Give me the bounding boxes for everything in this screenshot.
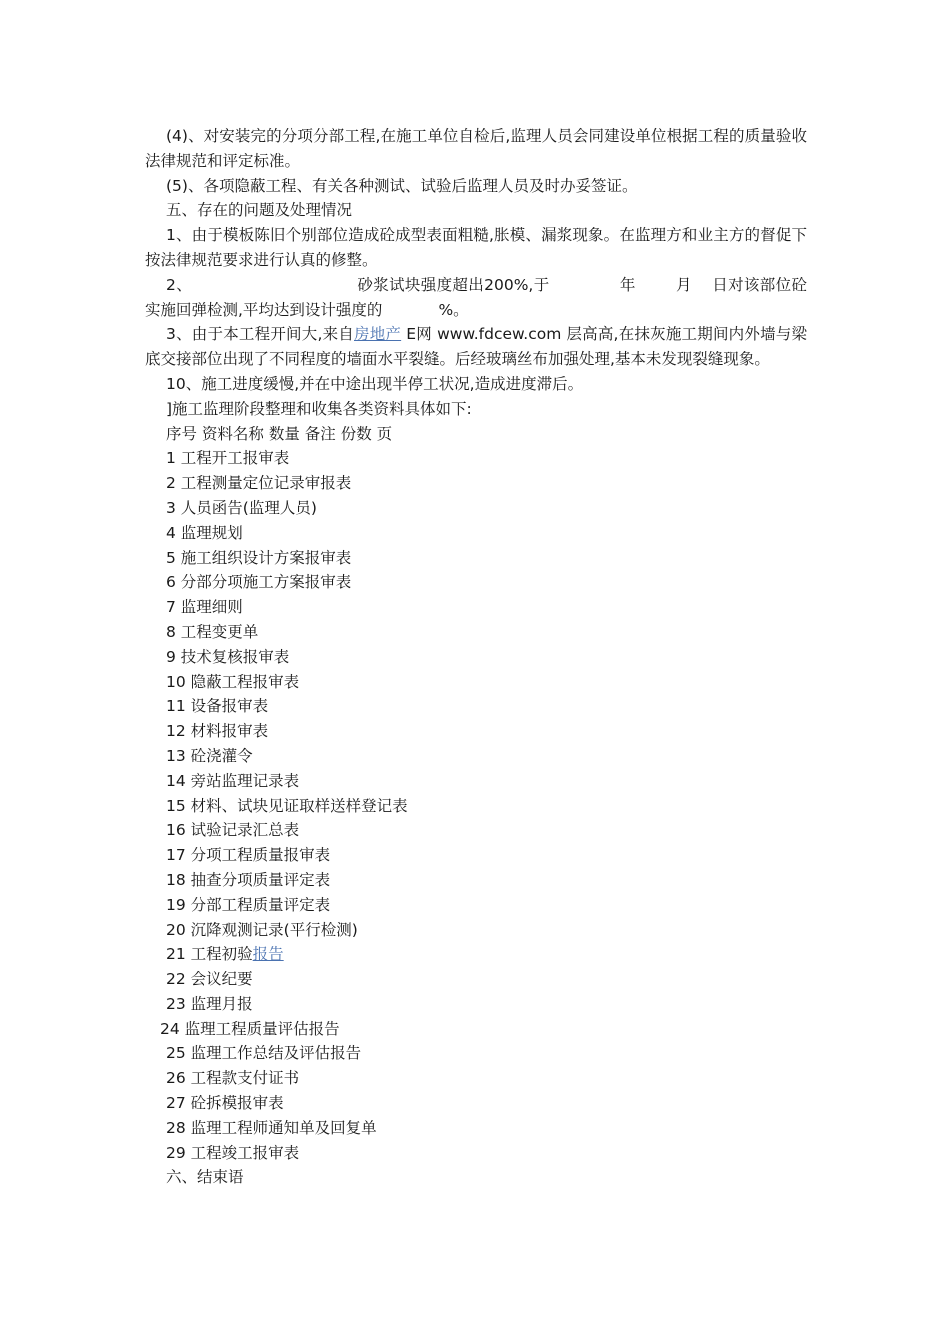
document-body (145, 124, 807, 1190)
list-item: 15 材料、试块见证取样送样登记表 (166, 796, 408, 815)
list-item: 10 隐蔽工程报审表 (166, 672, 300, 691)
issue-2-percent: %。 (438, 300, 469, 319)
list-item: 1 工程开工报审表 (166, 449, 290, 468)
list-item: 7 监理细则 (166, 598, 243, 617)
list-item: 23 监理月报 (166, 994, 253, 1013)
section-heading-5: 五、存在的问题及处理情况 (166, 201, 353, 220)
list-item: 12 材料报审表 (166, 722, 269, 741)
list-item: 27 砼拆模报审表 (166, 1094, 284, 1113)
issue-3-rest: E网 www.fdcew.com 层高高,在抹灰施工期间内外墙与梁底交接部位出现了不同程度的墙面水平裂缝。后经玻璃丝布加强处理,基本未发现裂缝现象。 (145, 325, 807, 369)
paragraph-5: (5)、各项隐蔽工程、有关各种测试、试验后监理人员及时办妥签证。 (166, 176, 638, 195)
list-item: 9 技术复核报审表 (166, 647, 290, 666)
list-item: 18 抽查分项质量评定表 (166, 870, 331, 889)
list-item: 5 施工组织设计方案报审表 (166, 548, 352, 567)
list-item: 22 会议纪要 (166, 970, 253, 989)
document-list (145, 446, 807, 1165)
report-link[interactable]: 报告 (252, 945, 284, 964)
list-item: 2 工程测量定位记录审报表 (166, 474, 352, 493)
list-item: 16 试验记录汇总表 (166, 821, 300, 840)
issue-1: 1、由于模板陈旧个别部位造成砼成型表面粗糙,胀模、漏浆现象。在监理方和业主方的督促下按法律规范要求进行认真的修整。 (145, 226, 807, 269)
list-item: 20 沉降观测记录(平行检测) (166, 920, 358, 939)
issue-3-start: 3、由于本工程开间大,来自 (166, 325, 354, 344)
list-item: 4 监理规划 (166, 523, 243, 542)
issue-2-month: 月 (675, 275, 692, 294)
list-item: 24 监理工程质量评估报告 (160, 1019, 340, 1038)
issue-2-strength: 砂浆试块强度超出200%,于 (357, 275, 550, 294)
list-item-21-text: 21 工程初验 (166, 945, 253, 964)
list-item: 3 人员函告(监理人员) (166, 498, 317, 517)
list-item-21 (145, 942, 807, 967)
list-item: 14 旁站监理记录表 (166, 771, 300, 790)
list-item: 11 设备报审表 (166, 697, 269, 716)
issue-2-day-text: 日对该部位砼实施回弹检测,平均达到设计强度的 (145, 275, 807, 319)
list-item: 26 工程款支付证书 (166, 1069, 300, 1088)
issue-2-year: 年 (619, 275, 636, 294)
list-item: 25 监理工作总结及评估报告 (166, 1044, 362, 1063)
list-item: 13 砼浇灌令 (166, 746, 253, 765)
list-item: 17 分项工程质量报审表 (166, 846, 331, 865)
list-item: 29 工程竣工报审表 (166, 1143, 300, 1162)
list-item: 19 分部工程质量评定表 (166, 895, 331, 914)
collection-intro: ]施工监理阶段整理和收集各类资料具体如下: (166, 399, 472, 418)
list-item: 28 监理工程师通知单及回复单 (166, 1118, 377, 1137)
issue-2 (145, 273, 807, 323)
list-item: 8 工程变更单 (166, 622, 259, 641)
issue-10: 10、施工进度缓慢,并在中途出现半停工状况,造成进度滞后。 (166, 374, 584, 393)
issue-2-number: 2、 (166, 275, 193, 294)
list-item: 6 分部分项施工方案报审表 (166, 573, 352, 592)
issue-3 (145, 322, 807, 372)
real-estate-link[interactable]: 房地产 (354, 325, 402, 344)
section-heading-6: 六、结束语 (166, 1168, 244, 1187)
table-header: 序号 资料名称 数量 备注 份数 页 (166, 424, 393, 443)
paragraph-4: (4)、对安装完的分项分部工程,在施工单位自检后,监理人员会同建设单位根据工程的质量验收法律规范和评定标准。 (145, 127, 807, 170)
